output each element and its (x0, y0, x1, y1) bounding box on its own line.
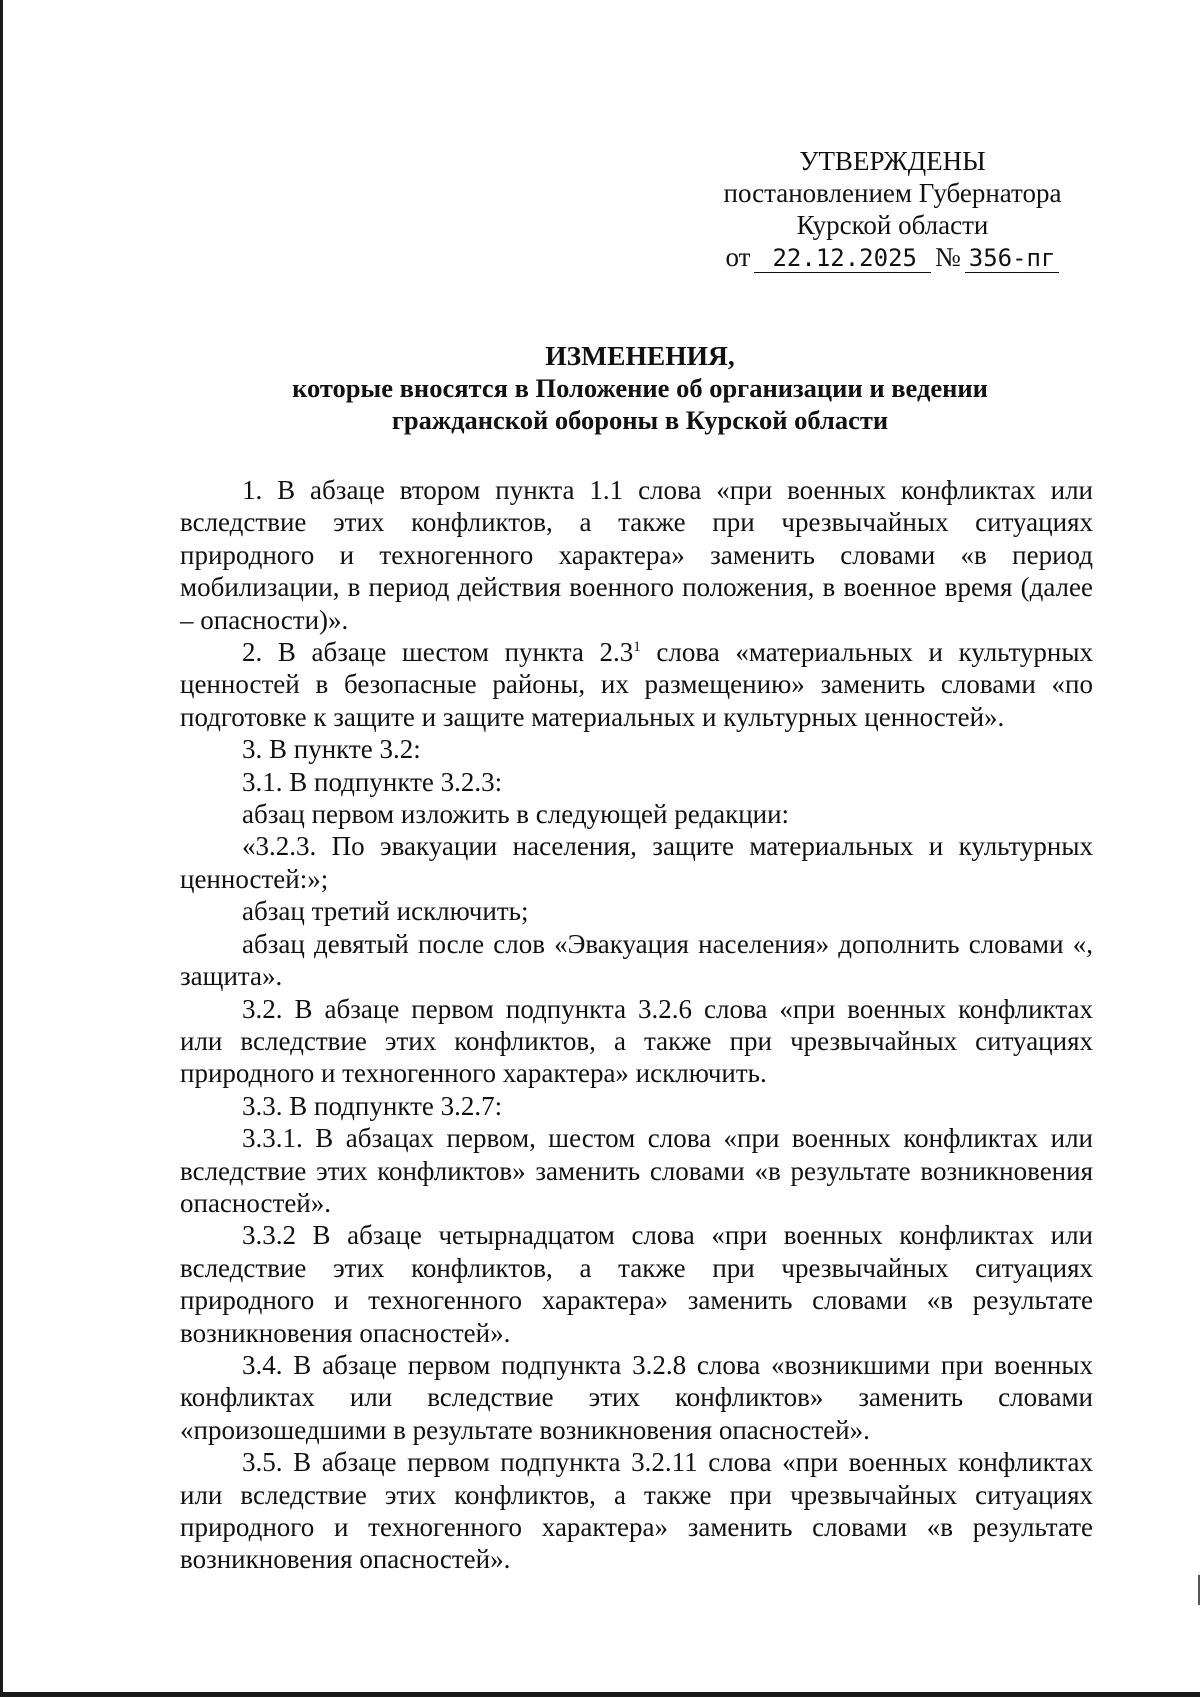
document-title (180, 340, 1100, 436)
approval-line-decree: постановлением Губернатора (723, 178, 1062, 208)
paragraph-2 (180, 636, 1093, 733)
paragraph-8: абзац девятый после слов «Эвакуация населения» дополнить словами «, защита». (180, 928, 1093, 992)
number-prefix: № (934, 242, 961, 272)
paragraph-3: 3. В пункте 3.2: (242, 734, 421, 765)
approval-date-line (700, 241, 1085, 273)
approval-heading: УТВЕРЖДЕНЫ (799, 146, 986, 176)
approval-date: 22.12.2025 (754, 244, 931, 273)
paragraph-14: 3.5. В абзаце первом подпункта 3.2.11 слова «при военных конфликтах или вследствие этих конфликтов, а также при чрезвычайных ситуациях природного и техногенного характера» заменить словами «в результате возникновения опасностей». (180, 1447, 1093, 1575)
title-main: ИЗМЕНЕНИЯ, (545, 340, 735, 371)
paragraph-4: 3.1. В подпункте 3.2.3: (242, 766, 503, 797)
approval-number: 356-пг (965, 244, 1060, 273)
title-subtitle-line1: которые вносятся в Положение об организации и ведении (292, 373, 988, 403)
paragraph-2-start: 2. В абзаце шестом пункта 2.3 (242, 637, 634, 668)
approval-block (700, 145, 1085, 273)
paragraph-1: 1. В абзаце втором пункта 1.1 слова «при военных конфликтах или вследствие этих конфликтов, а также при чрезвычайных ситуациях природного и техногенного характера» заменить словами «в период мобилизации, в период действия военного положения, в военное время (далее – опасности)». (180, 475, 1093, 635)
scan-edge-bottom (0, 1692, 1200, 1697)
superscript: 1 (633, 639, 641, 656)
paragraph-5: абзац первом изложить в следующей редакции: (242, 799, 790, 830)
date-prefix: от (725, 242, 751, 272)
paragraph-10: 3.3. В подпункте 3.2.7: (242, 1090, 503, 1121)
title-subtitle-line2: гражданской обороны в Курской области (391, 405, 889, 435)
paragraph-13: 3.4. В абзаце первом подпункта 3.2.8 слова «возникшими при военных конфликтах или вследствие этих конфликтов» заменить словами «произошедшими в результате возникновения опасностей». (180, 1349, 1093, 1445)
paragraph-11: 3.3.1. В абзацах первом, шестом слова «при военных конфликтах или вследствие этих конфликтов» заменить словами «в результате возникновения опасностей». (180, 1123, 1093, 1218)
scan-edge-left (0, 0, 3, 1697)
paragraph-6: «3.2.3. По эвакуации населения, защите материальных и культурных ценностей:»; (180, 831, 1093, 894)
document-body (180, 474, 1093, 1576)
approval-line-region: Курской области (796, 210, 989, 240)
paragraph-12: 3.3.2 В абзаце четырнадцатом слова «при военных конфликтах или вследствие этих конфликтов, а также при чрезвычайных ситуациях природного и техногенного характера» заменить словами «в результате возникновения опасностей». (180, 1220, 1093, 1348)
paragraph-2-end: слова «материальных и культурных ценностей в безопасные районы, их размещению» заменить словами «по подготовке к защите и защите материальных и культурных ценностей». (180, 637, 1093, 732)
paragraph-7: абзац третий исключить; (242, 896, 529, 927)
paragraph-9: 3.2. В абзаце первом подпункта 3.2.6 слова «при военных конфликтах или вследствие этих конфликтов, а также при чрезвычайных ситуациях природного и техногенного характера» исключить. (180, 993, 1093, 1089)
